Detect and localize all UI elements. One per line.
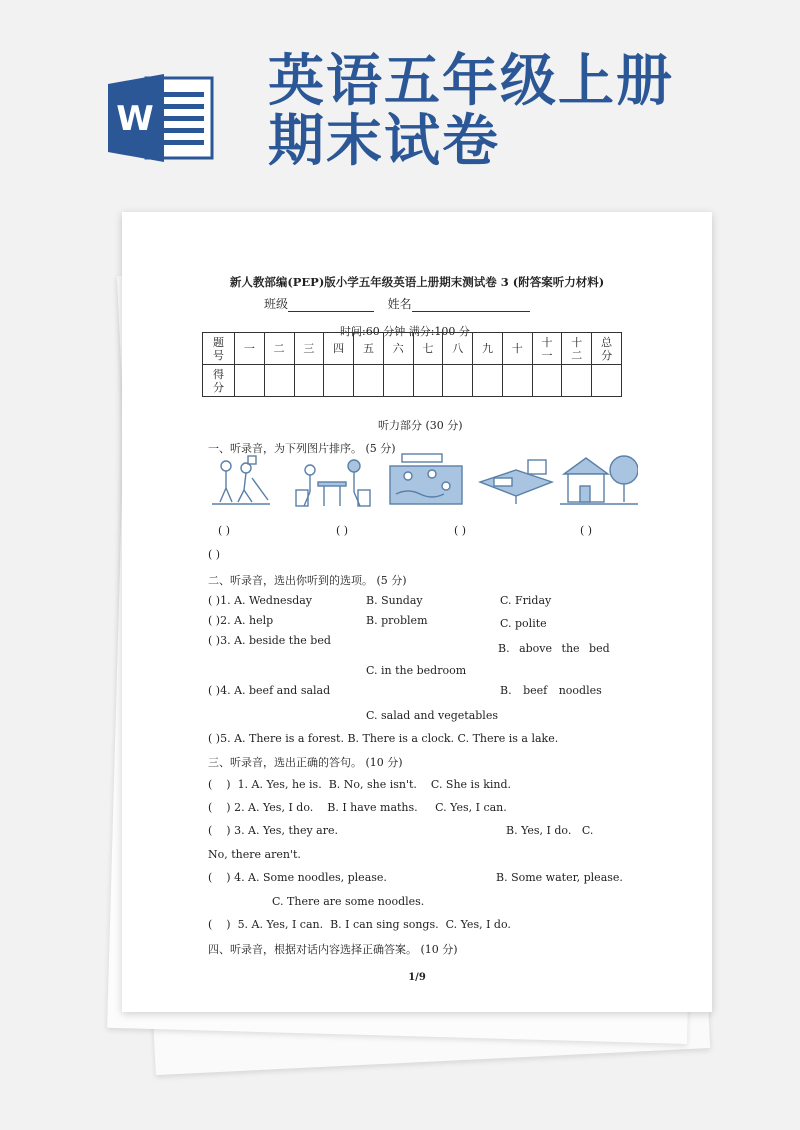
time-info: 时间:60 分钟 满分:100 分: [340, 325, 470, 338]
banner-title-line2: 期末试卷: [268, 109, 500, 174]
q3-item-4-c: C. There are some noodles.: [272, 895, 425, 908]
q4-heading: 四、听录音，根据对话内容选择正确答案。 (10 分): [208, 943, 458, 956]
score-cell[interactable]: [473, 365, 503, 397]
column-header-cell: 十 二: [562, 333, 592, 365]
q2-item-5: ( )5. A. There is a forest. B. There is a clock. C. There is a lake.: [208, 732, 559, 745]
column-header-cell: 二: [264, 333, 294, 365]
score-cell[interactable]: [502, 365, 532, 397]
class-name-fields: [264, 295, 530, 312]
children-cleaning-picture: [212, 456, 270, 504]
q2-item-2-b: B. problem: [366, 614, 428, 627]
q1-answer-bracket[interactable]: ( ): [454, 524, 467, 537]
word-document-icon: [108, 72, 218, 164]
q2-item-4-c: C. salad and vegetables: [366, 709, 498, 722]
column-header-cell: 六: [383, 333, 413, 365]
q2-item-3-c: C. in the bedroom: [366, 664, 467, 677]
banner-title-line1: 英语五年级上册: [268, 49, 674, 114]
q2-item-2-c: C. polite: [500, 617, 547, 630]
score-cell[interactable]: [264, 365, 294, 397]
document-title: 新人教部编(PEP)版小学五年级英语上册期末测试卷 3 (附答案听力材料): [229, 275, 605, 289]
house-tree-picture: [560, 456, 638, 504]
name-blank[interactable]: [412, 299, 530, 312]
table-row: [203, 333, 622, 365]
q2-item-2-a: ( )2. A. help: [208, 614, 274, 627]
listening-section-heading: 听力部分 (30 分): [378, 419, 463, 432]
q3-item-4-a: ( ) 4. A. Some noodles, please.: [208, 871, 387, 884]
q1-answer-bracket[interactable]: ( ): [218, 524, 231, 537]
row-header-cell: 题 号: [203, 333, 235, 365]
q3-item-5: ( ) 5. A. Yes, I can. B. I can sing songs. C. Yes, I do.: [208, 918, 511, 931]
column-header-cell: 总 分: [592, 333, 622, 365]
living-room-picture: [480, 460, 552, 504]
word-logo-letter: W: [116, 99, 154, 139]
score-cell[interactable]: [592, 365, 622, 397]
score-cell[interactable]: [383, 365, 413, 397]
score-table: [202, 332, 622, 397]
score-cell[interactable]: [532, 365, 562, 397]
name-label: 姓名: [387, 297, 412, 311]
q1-answer-bracket[interactable]: ( ): [208, 548, 221, 561]
column-header-cell: 九: [473, 333, 503, 365]
class-blank[interactable]: [288, 299, 374, 312]
score-cell[interactable]: [443, 365, 473, 397]
column-header-cell: 十 一: [532, 333, 562, 365]
column-header-cell: 七: [413, 333, 443, 365]
score-cell[interactable]: [354, 365, 384, 397]
q3-heading: 三、听录音，选出正确的答句。 (10 分): [208, 756, 403, 769]
column-header-cell: 八: [443, 333, 473, 365]
swimming-pool-picture: [390, 454, 462, 504]
score-cell[interactable]: [235, 365, 265, 397]
column-header-cell: 十: [502, 333, 532, 365]
q3-item-3-a: ( ) 3. A. Yes, they are.: [208, 824, 338, 837]
q1-answer-bracket[interactable]: ( ): [336, 524, 349, 537]
column-header-cell: 五: [354, 333, 384, 365]
q2-item-4-a: ( )4. A. beef and salad: [208, 684, 331, 697]
column-header-cell: 四: [324, 333, 354, 365]
score-cell[interactable]: [324, 365, 354, 397]
score-cell[interactable]: [562, 365, 592, 397]
score-cell[interactable]: [413, 365, 443, 397]
document-page: [122, 212, 712, 1012]
q3-item-3-b: B. Yes, I do. C.: [506, 824, 594, 837]
q2-item-1-c: C. Friday: [500, 594, 552, 607]
q2-item-3-b: B. above the bed: [498, 642, 610, 655]
row-header-cell: 得 分: [203, 365, 235, 397]
people-eating-picture: [296, 460, 370, 506]
page-number: 1/9: [408, 972, 426, 983]
column-header-cell: 三: [294, 333, 324, 365]
q1-pictures: [208, 452, 638, 512]
q3-item-2: ( ) 2. A. Yes, I do. B. I have maths. C. Yes, I can.: [208, 801, 507, 814]
banner-title: [268, 49, 674, 174]
q1-answer-bracket[interactable]: ( ): [580, 524, 593, 537]
class-label: 班级: [264, 297, 289, 311]
table-row: [203, 365, 622, 397]
q3-item-3-c: No, there aren't.: [208, 848, 301, 861]
q3-item-1: ( ) 1. A. Yes, he is. B. No, she isn't. C. She is kind.: [208, 778, 512, 791]
q2-item-1-a: ( )1. A. Wednesday: [208, 594, 313, 607]
q1-heading: 一、听录音，为下列图片排序。 (5 分): [208, 442, 396, 455]
score-cell[interactable]: [294, 365, 324, 397]
q2-item-1-b: B. Sunday: [366, 594, 423, 607]
q2-heading: 二、听录音，选出你听到的选项。 (5 分): [208, 574, 407, 587]
q2-item-4-b: B. beef noodles: [500, 684, 602, 697]
q3-item-4-b: B. Some water, please.: [496, 871, 623, 884]
column-header-cell: 一: [235, 333, 265, 365]
q2-item-3-a: ( )3. A. beside the bed: [208, 634, 331, 647]
